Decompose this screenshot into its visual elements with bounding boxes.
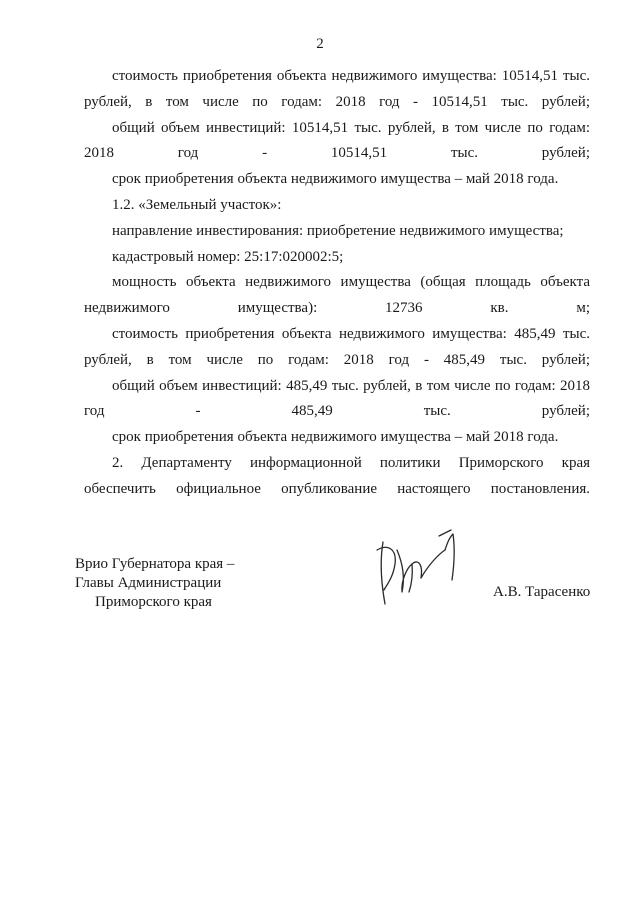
document-body <box>84 64 590 503</box>
paragraph-acquisition-cost: стоимость приобретения объекта недвижимого имущества: 10514,51 тыс. рублей, в том числе по годам: 2018 год - 10514,51 тыс. рублей; <box>84 68 590 110</box>
paragraph-total-investment: общий объем инвестиций: 10514,51 тыс. рублей, в том числе по годам: 2018 год - 10514,51 тыс. рублей; <box>84 119 590 162</box>
paragraph-land-acquisition-deadline: срок приобретения объекта недвижимого имущества – май 2018 года. <box>112 429 559 446</box>
paragraph-investment-direction: направление инвестирования: приобретение недвижимого имущества; <box>112 222 564 239</box>
paragraph-acquisition-deadline: срок приобретения объекта недвижимого имущества – май 2018 года. <box>112 171 559 188</box>
paragraph-property-capacity: мощность объекта недвижимого имущества (общая площадь объекта недвижимого имущества): 12736 кв. м; <box>84 274 590 317</box>
paragraph-publication-order: 2. Департаменту информационной политики Приморского края обеспечить официальное опубликование настоящего постановления. <box>84 454 590 497</box>
handwritten-signature <box>373 520 465 610</box>
signatory-title <box>75 555 234 612</box>
paragraph-cadastral-number: кадастровый номер: 25:17:020002:5; <box>112 248 344 265</box>
signatory-title-line: Врио Губернатора края – <box>75 556 235 572</box>
paragraph-land-acquisition-cost: стоимость приобретения объекта недвижимого имущества: 485,49 тыс. рублей, в том числе по годам: 2018 год - 485,49 тыс. рублей; <box>84 325 590 368</box>
paragraph-land-plot-heading: 1.2. «Земельный участок»: <box>112 196 282 213</box>
page-number: 2 <box>316 36 324 52</box>
signatory-title-line: Главы Администрации <box>75 575 222 591</box>
signatory-title-line: Приморского края <box>95 594 212 610</box>
paragraph-land-total-investment: общий объем инвестиций: 485,49 тыс. рублей, в том числе по годам: 2018 год - 485,49 тыс. рублей; <box>84 377 590 420</box>
signatory-name: А.В. Тарасенко <box>493 584 591 600</box>
